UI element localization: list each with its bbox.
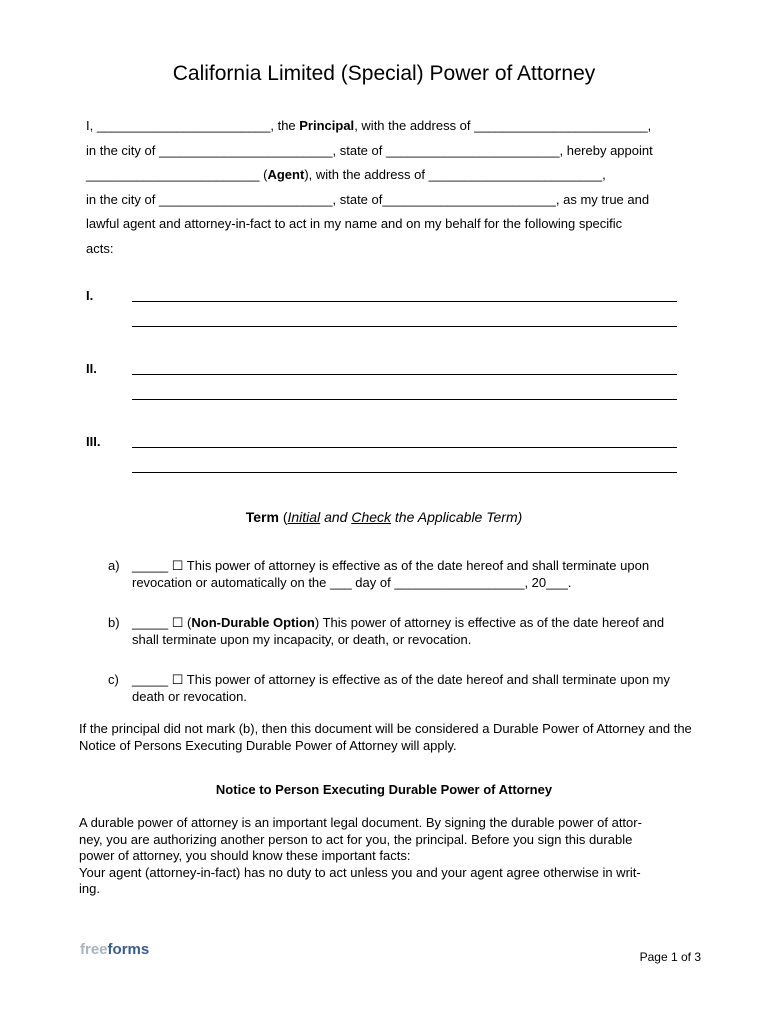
intro-line-4: in the city of ________________________, state of________________________, as my true and (86, 191, 650, 207)
intro-paragraph (86, 114, 686, 262)
act-number: I. (86, 288, 94, 303)
term-text: and (320, 509, 352, 525)
term-option-label: b) (108, 615, 120, 630)
notice-line: power of attorney, you should know these important facts: (79, 848, 411, 863)
act-item (86, 430, 682, 503)
notice-heading: Notice to Person Executing Durable Power of Attorney (215, 782, 553, 797)
term-word: Term (245, 509, 279, 525)
term-option-body: _____ ☐ ( (132, 615, 192, 630)
term-text: ( (278, 509, 288, 525)
notice-paragraph (79, 815, 679, 898)
act-number: III. (86, 434, 101, 449)
term-option-b (108, 615, 668, 672)
act-blank-line (132, 374, 677, 375)
notice-line: ing. (79, 881, 100, 896)
freeforms-logo (80, 941, 149, 958)
intro-line-5: lawful agent and attorney-in-fact to act in my name and on my behalf for the following specific (86, 216, 623, 232)
act-blank-line (132, 326, 677, 327)
act-number: II. (86, 361, 97, 376)
term-option-text (132, 672, 672, 705)
page-number: Page 1 of 3 (639, 950, 701, 964)
term-check: Check (351, 509, 392, 525)
intro-text: I, ________________________, the (86, 118, 300, 133)
term-option-body: _____ ☐ This power of attorney is effective as of the date hereof and shall terminate upon revocation or automatically on the ___ day of __________________, 20___. (132, 558, 650, 590)
intro-line-2: in the city of ________________________, state of ________________________, hereby appoint (86, 142, 653, 158)
term-initial: Initial (287, 509, 321, 525)
term-option-body: ) This power of attorney is effective as of the date hereof and shall terminate upon my incapacity, or death, or revocation. (132, 615, 665, 647)
principal-label: Principal (299, 118, 355, 133)
term-option-a (108, 558, 668, 615)
intro-line-6: acts: (86, 240, 114, 256)
intro-text: ________________________ ( (86, 167, 268, 183)
notice-line: A durable power of attorney is an important legal document. By signing the durable power of attor- (79, 815, 642, 830)
term-heading (0, 509, 768, 525)
acts-list (86, 284, 682, 503)
term-option-text (132, 558, 672, 591)
intro-text: ), with the address of ________________________, (304, 167, 606, 183)
term-option-body: _____ ☐ This power of attorney is effective as of the date hereof and shall terminate upon my death or revocation. (132, 672, 670, 704)
logo-part: free (80, 941, 108, 958)
act-blank-line (132, 472, 677, 473)
logo-part: forms (107, 941, 150, 958)
term-option-label: a) (108, 558, 120, 573)
durable-note: If the principal did not mark (b), then this document will be considered a Durable Power of Attorney and the Notice of Persons Executing Durable Power of Attorney will apply. (79, 721, 692, 753)
act-blank-line (132, 399, 677, 400)
term-option-text (132, 615, 672, 648)
term-options (108, 558, 668, 729)
act-item (86, 284, 682, 357)
notice-line: ney, you are authorizing another person to act for you, the principal. Before you sign this durable (79, 831, 633, 847)
term-text: the Applicable Term) (391, 509, 523, 525)
agent-label: Agent (267, 167, 305, 183)
act-blank-line (132, 301, 677, 302)
intro-line-1 (86, 114, 686, 139)
document-title: California Limited (Special) Power of Attorney (172, 62, 596, 85)
act-item (86, 357, 682, 430)
intro-line-3 (86, 163, 686, 188)
non-durable-option-label: Non-Durable Option (191, 615, 315, 630)
notice-line: Your agent (attorney-in-fact) has no duty to act unless you and your agent agree otherwise in writ- (79, 864, 641, 880)
intro-text: , with the address of ________________________, (354, 118, 652, 133)
act-blank-line (132, 447, 677, 448)
term-option-label: c) (108, 672, 119, 687)
